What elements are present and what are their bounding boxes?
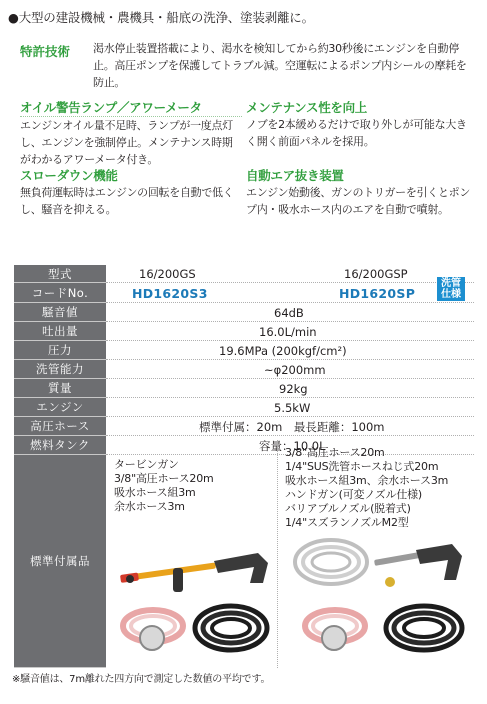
suction-hose-image <box>118 598 188 660</box>
row-flow <box>14 322 474 341</box>
wash-pipe-badge <box>437 277 465 301</box>
spec-label: 燃料タンク <box>14 436 106 455</box>
acc-item: 吸水ホース組3m <box>114 486 196 499</box>
feature-body: ノブを2本緩めるだけで取り外しが可能な大きく開く前面パネルを採用。 <box>246 118 467 148</box>
row-engine <box>14 398 474 417</box>
acc-item: 吸水ホース組3m、余水ホース3m <box>285 474 449 487</box>
fuel-value: 容量：10.0L <box>259 438 326 453</box>
engine-value: 5.5kW <box>274 400 311 415</box>
acc-item: 1/4"SUS洗管ホースねじ式20m <box>285 460 439 473</box>
row-model <box>14 265 474 283</box>
acc-item: 余水ホース3m <box>114 500 185 513</box>
row-noise <box>14 303 474 322</box>
badge-line: 仕様 <box>441 289 461 300</box>
feature-maintenance <box>246 98 471 150</box>
spec-label: エンジン <box>14 398 106 417</box>
model-b: 16/200GSP <box>344 267 408 281</box>
flow-value: 16.0L/min <box>259 324 317 339</box>
spec-label: 吐出量 <box>14 322 106 341</box>
spec-label: 圧力 <box>14 341 106 360</box>
acc-item: バリアブルノズル(脱着式) <box>285 502 411 515</box>
acc-item: ハンドガン(可変ノズル仕様) <box>285 488 423 501</box>
intro-line: ●大型の建設機械・農機具・船底の洗浄、塗装剥離に。 <box>8 10 314 25</box>
spec-label: 高圧ホース <box>14 417 106 436</box>
spec-label: 洗管能力 <box>14 360 106 379</box>
spec-label: コードNo. <box>14 283 106 303</box>
spec-label: 質量 <box>14 379 106 398</box>
row-hose <box>14 417 474 436</box>
patent-title: 特許技術 <box>20 44 71 59</box>
feature-oil-warning <box>20 98 242 168</box>
row-pipe <box>14 360 474 379</box>
suction-hose-image-b <box>300 600 370 660</box>
spec-label: 標準付属品 <box>14 455 106 668</box>
mass-value: 92kg <box>279 381 308 396</box>
feature-body: エンジン始動後、ガンのトリガーを引くとポンプ内・吸水ホース内のエアを自動で噴射。 <box>246 186 471 216</box>
feature-title: メンテナンス性を向上 <box>246 100 368 115</box>
acc-item: 3/8"高圧ホース20m <box>285 446 385 459</box>
feature-body: エンジンオイル量不足時、ランプが一度点灯し、エンジンを強制停止。メンテナンス時期がわかるアワーメータ付き。 <box>20 119 233 166</box>
feature-body: 無負荷運転時はエンジンの回転を自動で低くし、騒音を抑える。 <box>20 186 234 216</box>
feature-air-purge <box>246 166 471 218</box>
drain-hose-image <box>190 598 272 660</box>
spec-label: 型式 <box>14 265 106 283</box>
spec-label: 騒音値 <box>14 303 106 322</box>
drain-hose-image-b <box>380 598 468 660</box>
code-a: HD1620S3 <box>132 285 208 301</box>
acc-item: 1/4"スズランノズルM2型 <box>285 516 409 529</box>
footnote: ※騒音値は、7m離れた四方向で測定した数値の平均です。 <box>12 674 271 685</box>
feature-title: 自動エア抜き装置 <box>246 168 344 183</box>
spray-gun-image <box>118 535 278 597</box>
feature-slowdown <box>20 166 242 218</box>
model-a: 16/200GS <box>139 267 196 281</box>
feature-title: スローダウン機能 <box>20 168 118 183</box>
pressure-value: 19.6MPa (200kgf/cm²) <box>219 343 347 358</box>
badge-line: 洗管 <box>441 278 461 289</box>
accessories-a <box>114 458 214 514</box>
row-code <box>14 283 474 303</box>
pipe-value: ~φ200mm <box>264 362 326 377</box>
row-pressure <box>14 341 474 360</box>
acc-item: 3/8"高圧ホース20m <box>114 472 214 485</box>
accessories-b <box>285 446 448 530</box>
row-mass <box>14 379 474 398</box>
code-b: HD1620SP <box>339 285 416 301</box>
hand-gun-image <box>370 530 470 598</box>
patent-body: 渇水停止装置搭載により、渇水を検知してから約30秒後にエンジンを自動停止。高圧ポンプを保護してトラブル減。空運転によるポンプ内シールの摩耗を防止。 <box>93 42 467 89</box>
hose-value: 標準付属：20m 最長距離：100m <box>199 419 385 434</box>
sus-hose-image <box>290 530 372 598</box>
noise-value: 64dB <box>274 305 304 320</box>
acc-item: タービンガン <box>114 458 179 471</box>
feature-title: オイル警告ランプ／アワーメータ <box>20 98 242 117</box>
